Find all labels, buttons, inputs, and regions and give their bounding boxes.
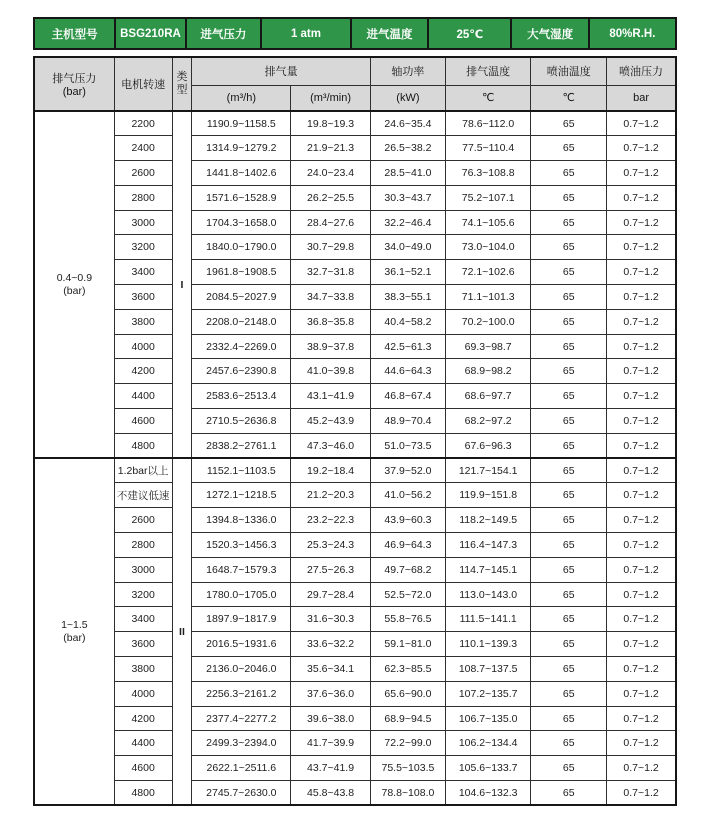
discharge-temp-cell: 121.7~154.1 bbox=[445, 458, 530, 483]
capacity-m3min-cell: 45.8~43.8 bbox=[291, 781, 371, 806]
oil-temp-cell: 65 bbox=[531, 309, 607, 334]
oil-temp-cell: 65 bbox=[531, 235, 607, 260]
discharge-temp-cell: 75.2~107.1 bbox=[445, 185, 530, 210]
intake-temp-label: 进气温度 bbox=[352, 19, 429, 48]
capacity-m3min-cell: 34.7~33.8 bbox=[291, 285, 371, 310]
capacity-m3min-cell: 33.6~32.2 bbox=[291, 632, 371, 657]
capacity-m3min-cell: 47.3~46.0 bbox=[291, 433, 371, 458]
motor-speed-cell: 3200 bbox=[114, 235, 172, 260]
discharge-temp-cell: 73.0~104.0 bbox=[445, 235, 530, 260]
oil-temp-cell: 65 bbox=[531, 756, 607, 781]
capacity-m3h-cell: 1152.1~1103.5 bbox=[192, 458, 291, 483]
oil-pressure-cell: 0.7~1.2 bbox=[607, 384, 676, 409]
table-row bbox=[34, 161, 676, 186]
capacity-m3h-cell: 1648.7~1579.3 bbox=[192, 557, 291, 582]
motor-speed-cell: 1.2bar以上 bbox=[114, 458, 172, 483]
capacity-m3min-cell: 23.2~22.3 bbox=[291, 508, 371, 533]
oil-temp-cell: 65 bbox=[531, 409, 607, 434]
discharge-temp-cell: 104.6~132.3 bbox=[445, 781, 530, 806]
oil-pressure-cell: 0.7~1.2 bbox=[607, 433, 676, 458]
type-cell: I bbox=[172, 111, 192, 458]
capacity-m3min-cell: 37.6~36.0 bbox=[291, 681, 371, 706]
col-motor-speed: 电机转速 bbox=[114, 57, 172, 111]
oil-pressure-cell: 0.7~1.2 bbox=[607, 359, 676, 384]
motor-speed-cell: 3400 bbox=[114, 260, 172, 285]
shaft-power-cell: 28.5~41.0 bbox=[370, 161, 445, 186]
discharge-temp-cell: 110.1~139.3 bbox=[445, 632, 530, 657]
oil-temp-cell: 65 bbox=[531, 185, 607, 210]
oil-temp-cell: 65 bbox=[531, 334, 607, 359]
oil-temp-cell: 65 bbox=[531, 285, 607, 310]
table-row bbox=[34, 607, 676, 632]
oil-temp-cell: 65 bbox=[531, 557, 607, 582]
shaft-power-cell: 34.0~49.0 bbox=[370, 235, 445, 260]
oil-pressure-cell: 0.7~1.2 bbox=[607, 235, 676, 260]
oil-pressure-cell: 0.7~1.2 bbox=[607, 483, 676, 508]
table-row bbox=[34, 533, 676, 558]
oil-temp-cell: 65 bbox=[531, 260, 607, 285]
oil-pressure-cell: 0.7~1.2 bbox=[607, 706, 676, 731]
humidity-value: 80%R.H. bbox=[609, 27, 656, 40]
capacity-m3h-cell: 1520.3~1456.3 bbox=[192, 533, 291, 558]
discharge-temp-cell: 70.2~100.0 bbox=[445, 309, 530, 334]
table-row bbox=[34, 111, 676, 136]
capacity-m3h-cell: 1314.9~1279.2 bbox=[192, 136, 291, 161]
discharge-temp-cell: 118.2~149.5 bbox=[445, 508, 530, 533]
oil-pressure-cell: 0.7~1.2 bbox=[607, 260, 676, 285]
motor-speed-cell: 3000 bbox=[114, 557, 172, 582]
col-capacity-unit-min: (m³/min) bbox=[291, 85, 371, 111]
motor-speed-cell: 4200 bbox=[114, 359, 172, 384]
shaft-power-cell: 40.4~58.2 bbox=[370, 309, 445, 334]
discharge-temp-cell: 67.6~96.3 bbox=[445, 433, 530, 458]
table-row bbox=[34, 359, 676, 384]
capacity-m3h-cell: 1441.8~1402.6 bbox=[192, 161, 291, 186]
motor-speed-cell: 4800 bbox=[114, 781, 172, 806]
table-row bbox=[34, 185, 676, 210]
shaft-power-cell: 30.3~43.7 bbox=[370, 185, 445, 210]
capacity-m3h-cell: 1272.1~1218.5 bbox=[192, 483, 291, 508]
type-cell: II bbox=[172, 458, 192, 805]
capacity-m3min-cell: 38.9~37.8 bbox=[291, 334, 371, 359]
motor-speed-cell: 2600 bbox=[114, 508, 172, 533]
discharge-temp-cell: 111.5~141.1 bbox=[445, 607, 530, 632]
capacity-m3h-cell: 1571.6~1528.9 bbox=[192, 185, 291, 210]
capacity-m3min-cell: 43.1~41.9 bbox=[291, 384, 371, 409]
table-row bbox=[34, 731, 676, 756]
spec-header-row bbox=[33, 17, 677, 50]
col-oil-temp: 喷油温度 bbox=[531, 57, 607, 85]
shaft-power-cell: 37.9~52.0 bbox=[370, 458, 445, 483]
table-row bbox=[34, 483, 676, 508]
discharge-temp-cell: 107.2~135.7 bbox=[445, 681, 530, 706]
motor-speed-cell: 3200 bbox=[114, 582, 172, 607]
oil-pressure-cell: 0.7~1.2 bbox=[607, 731, 676, 756]
capacity-m3h-cell: 1394.8~1336.0 bbox=[192, 508, 291, 533]
capacity-m3min-cell: 26.2~25.5 bbox=[291, 185, 371, 210]
col-discharge-pressure-unit: (bar) bbox=[62, 86, 86, 98]
oil-temp-cell: 65 bbox=[531, 533, 607, 558]
table-row bbox=[34, 756, 676, 781]
host-model-value: BSG210RA bbox=[116, 19, 186, 48]
oil-temp-cell: 65 bbox=[531, 210, 607, 235]
oil-temp-cell: 65 bbox=[531, 161, 607, 186]
shaft-power-cell: 68.9~94.5 bbox=[370, 706, 445, 731]
table-row bbox=[34, 285, 676, 310]
capacity-m3h-cell: 2377.4~2277.2 bbox=[192, 706, 291, 731]
motor-speed-cell: 4000 bbox=[114, 681, 172, 706]
table-row bbox=[34, 235, 676, 260]
discharge-temp-cell: 68.6~97.7 bbox=[445, 384, 530, 409]
table-row bbox=[34, 136, 676, 161]
shaft-power-cell: 72.2~99.0 bbox=[370, 731, 445, 756]
discharge-temp-cell: 77.5~110.4 bbox=[445, 136, 530, 161]
table-row bbox=[34, 210, 676, 235]
oil-pressure-cell: 0.7~1.2 bbox=[607, 582, 676, 607]
capacity-m3h-cell: 2256.3~2161.2 bbox=[192, 681, 291, 706]
shaft-power-cell: 49.7~68.2 bbox=[370, 557, 445, 582]
motor-speed-cell: 4200 bbox=[114, 706, 172, 731]
capacity-m3h-cell: 1840.0~1790.0 bbox=[192, 235, 291, 260]
col-discharge-pressure bbox=[34, 57, 114, 111]
capacity-m3min-cell: 19.8~19.3 bbox=[291, 111, 371, 136]
shaft-power-cell: 78.8~108.0 bbox=[370, 781, 445, 806]
motor-speed-cell: 4400 bbox=[114, 731, 172, 756]
table-row bbox=[34, 260, 676, 285]
capacity-m3h-cell: 2838.2~2761.1 bbox=[192, 433, 291, 458]
col-oil-pressure-unit: bar bbox=[607, 85, 676, 111]
shaft-power-cell: 38.3~55.1 bbox=[370, 285, 445, 310]
capacity-m3min-cell: 28.4~27.6 bbox=[291, 210, 371, 235]
motor-speed-cell: 3000 bbox=[114, 210, 172, 235]
capacity-m3h-cell: 2016.5~1931.6 bbox=[192, 632, 291, 657]
shaft-power-cell: 42.5~61.3 bbox=[370, 334, 445, 359]
discharge-temp-cell: 72.1~102.6 bbox=[445, 260, 530, 285]
pressure-range-cell: 1~1.5 (bar) bbox=[34, 458, 114, 805]
shaft-power-cell: 32.2~46.4 bbox=[370, 210, 445, 235]
capacity-m3min-cell: 24.0~23.4 bbox=[291, 161, 371, 186]
shaft-power-cell: 62.3~85.5 bbox=[370, 657, 445, 682]
intake-pressure-label: 进气压力 bbox=[187, 19, 263, 48]
humidity-label: 大气湿度 bbox=[512, 19, 589, 48]
motor-speed-cell: 2200 bbox=[114, 111, 172, 136]
discharge-temp-cell: 71.1~101.3 bbox=[445, 285, 530, 310]
capacity-m3h-cell: 1897.9~1817.9 bbox=[192, 607, 291, 632]
table-row bbox=[34, 433, 676, 458]
oil-temp-cell: 65 bbox=[531, 111, 607, 136]
discharge-temp-cell: 106.2~134.4 bbox=[445, 731, 530, 756]
pressure-range-cell: 0.4~0.9 (bar) bbox=[34, 111, 114, 458]
shaft-power-cell: 36.1~52.1 bbox=[370, 260, 445, 285]
capacity-m3min-cell: 39.6~38.0 bbox=[291, 706, 371, 731]
oil-temp-cell: 65 bbox=[531, 384, 607, 409]
discharge-temp-cell: 106.7~135.0 bbox=[445, 706, 530, 731]
table-row bbox=[34, 681, 676, 706]
table-row bbox=[34, 334, 676, 359]
shaft-power-cell: 26.5~38.2 bbox=[370, 136, 445, 161]
oil-pressure-cell: 0.7~1.2 bbox=[607, 185, 676, 210]
discharge-temp-cell: 105.6~133.7 bbox=[445, 756, 530, 781]
motor-speed-cell: 3600 bbox=[114, 285, 172, 310]
discharge-temp-cell: 76.3~108.8 bbox=[445, 161, 530, 186]
shaft-power-cell: 46.8~67.4 bbox=[370, 384, 445, 409]
oil-pressure-cell: 0.7~1.2 bbox=[607, 136, 676, 161]
capacity-m3min-cell: 25.3~24.3 bbox=[291, 533, 371, 558]
capacity-m3h-cell: 2457.6~2390.8 bbox=[192, 359, 291, 384]
motor-speed-cell: 2400 bbox=[114, 136, 172, 161]
motor-speed-cell: 4000 bbox=[114, 334, 172, 359]
capacity-m3min-cell: 45.2~43.9 bbox=[291, 409, 371, 434]
motor-speed-cell: 3400 bbox=[114, 607, 172, 632]
oil-temp-cell: 65 bbox=[531, 781, 607, 806]
motor-speed-cell: 2800 bbox=[114, 533, 172, 558]
oil-pressure-cell: 0.7~1.2 bbox=[607, 607, 676, 632]
capacity-m3h-cell: 2622.1~2511.6 bbox=[192, 756, 291, 781]
motor-speed-cell: 2600 bbox=[114, 161, 172, 186]
oil-pressure-cell: 0.7~1.2 bbox=[607, 557, 676, 582]
oil-temp-cell: 65 bbox=[531, 582, 607, 607]
table-row bbox=[34, 632, 676, 657]
table-row bbox=[34, 458, 676, 483]
discharge-temp-cell: 78.6~112.0 bbox=[445, 111, 530, 136]
shaft-power-cell: 46.9~64.3 bbox=[370, 533, 445, 558]
col-discharge-temp: 排气温度 bbox=[445, 57, 530, 85]
oil-pressure-cell: 0.7~1.2 bbox=[607, 210, 676, 235]
table-row bbox=[34, 657, 676, 682]
oil-temp-cell: 65 bbox=[531, 731, 607, 756]
motor-speed-cell: 4600 bbox=[114, 409, 172, 434]
intake-temp-value: 25℃ bbox=[429, 19, 512, 48]
discharge-temp-cell: 68.9~98.2 bbox=[445, 359, 530, 384]
col-oil-temp-unit: ℃ bbox=[531, 85, 607, 111]
capacity-m3min-cell: 21.9~21.3 bbox=[291, 136, 371, 161]
oil-temp-cell: 65 bbox=[531, 433, 607, 458]
discharge-temp-cell: 74.1~105.6 bbox=[445, 210, 530, 235]
col-oil-pressure: 喷油压力 bbox=[607, 57, 676, 85]
table-header bbox=[34, 57, 676, 111]
capacity-m3h-cell: 2745.7~2630.0 bbox=[192, 781, 291, 806]
oil-pressure-cell: 0.7~1.2 bbox=[607, 632, 676, 657]
col-discharge-temp-unit: ℃ bbox=[445, 85, 530, 111]
table-row bbox=[34, 781, 676, 806]
table-row bbox=[34, 508, 676, 533]
oil-temp-cell: 65 bbox=[531, 136, 607, 161]
motor-speed-cell: 不建议低速 bbox=[114, 483, 172, 508]
capacity-m3h-cell: 2583.6~2513.4 bbox=[192, 384, 291, 409]
discharge-temp-cell: 68.2~97.2 bbox=[445, 409, 530, 434]
oil-temp-cell: 65 bbox=[531, 632, 607, 657]
oil-pressure-cell: 0.7~1.2 bbox=[607, 781, 676, 806]
shaft-power-cell: 43.9~60.3 bbox=[370, 508, 445, 533]
capacity-m3min-cell: 41.7~39.9 bbox=[291, 731, 371, 756]
discharge-temp-cell: 114.7~145.1 bbox=[445, 557, 530, 582]
capacity-m3min-cell: 41.0~39.8 bbox=[291, 359, 371, 384]
capacity-m3h-cell: 2499.3~2394.0 bbox=[192, 731, 291, 756]
oil-temp-cell: 65 bbox=[531, 359, 607, 384]
discharge-temp-cell: 113.0~143.0 bbox=[445, 582, 530, 607]
motor-speed-cell: 4600 bbox=[114, 756, 172, 781]
motor-speed-cell: 3800 bbox=[114, 309, 172, 334]
capacity-m3min-cell: 43.7~41.9 bbox=[291, 756, 371, 781]
col-capacity-unit-h: (m³/h) bbox=[192, 85, 291, 111]
capacity-m3h-cell: 2332.4~2269.0 bbox=[192, 334, 291, 359]
oil-pressure-cell: 0.7~1.2 bbox=[607, 756, 676, 781]
col-shaft-power: 轴功率 bbox=[370, 57, 445, 85]
oil-temp-cell: 65 bbox=[531, 681, 607, 706]
motor-speed-cell: 3800 bbox=[114, 657, 172, 682]
motor-speed-cell: 3600 bbox=[114, 632, 172, 657]
discharge-temp-cell: 108.7~137.5 bbox=[445, 657, 530, 682]
col-type: 类型 bbox=[172, 57, 192, 111]
shaft-power-cell: 44.6~64.3 bbox=[370, 359, 445, 384]
oil-pressure-cell: 0.7~1.2 bbox=[607, 508, 676, 533]
shaft-power-cell: 51.0~73.5 bbox=[370, 433, 445, 458]
discharge-temp-cell: 116.4~147.3 bbox=[445, 533, 530, 558]
host-model-label: 主机型号 bbox=[35, 19, 116, 48]
col-capacity: 排气量 bbox=[192, 57, 370, 85]
capacity-m3min-cell: 36.8~35.8 bbox=[291, 309, 371, 334]
table-row bbox=[34, 582, 676, 607]
oil-pressure-cell: 0.7~1.2 bbox=[607, 285, 676, 310]
oil-pressure-cell: 0.7~1.2 bbox=[607, 309, 676, 334]
capacity-m3h-cell: 1704.3~1658.0 bbox=[192, 210, 291, 235]
motor-speed-cell: 2800 bbox=[114, 185, 172, 210]
shaft-power-cell: 41.0~56.2 bbox=[370, 483, 445, 508]
capacity-m3h-cell: 1961.8~1908.5 bbox=[192, 260, 291, 285]
capacity-m3min-cell: 32.7~31.8 bbox=[291, 260, 371, 285]
table-row bbox=[34, 409, 676, 434]
capacity-m3h-cell: 2084.5~2027.9 bbox=[192, 285, 291, 310]
shaft-power-cell: 55.8~76.5 bbox=[370, 607, 445, 632]
capacity-m3min-cell: 30.7~29.8 bbox=[291, 235, 371, 260]
shaft-power-cell: 59.1~81.0 bbox=[370, 632, 445, 657]
oil-pressure-cell: 0.7~1.2 bbox=[607, 657, 676, 682]
table-body bbox=[34, 111, 676, 805]
intake-pressure-value: 1 atm bbox=[262, 19, 352, 48]
oil-temp-cell: 65 bbox=[531, 458, 607, 483]
oil-pressure-cell: 0.7~1.2 bbox=[607, 533, 676, 558]
capacity-m3min-cell: 19.2~18.4 bbox=[291, 458, 371, 483]
shaft-power-cell: 48.9~70.4 bbox=[370, 409, 445, 434]
oil-temp-cell: 65 bbox=[531, 607, 607, 632]
oil-pressure-cell: 0.7~1.2 bbox=[607, 161, 676, 186]
shaft-power-cell: 65.6~90.0 bbox=[370, 681, 445, 706]
oil-pressure-cell: 0.7~1.2 bbox=[607, 681, 676, 706]
capacity-m3min-cell: 31.6~30.3 bbox=[291, 607, 371, 632]
motor-speed-cell: 4800 bbox=[114, 433, 172, 458]
discharge-temp-cell: 69.3~98.7 bbox=[445, 334, 530, 359]
shaft-power-cell: 24.6~35.4 bbox=[370, 111, 445, 136]
capacity-m3h-cell: 1190.9~1158.5 bbox=[192, 111, 291, 136]
table-row bbox=[34, 384, 676, 409]
oil-pressure-cell: 0.7~1.2 bbox=[607, 409, 676, 434]
shaft-power-cell: 52.5~72.0 bbox=[370, 582, 445, 607]
capacity-m3h-cell: 2710.5~2636.8 bbox=[192, 409, 291, 434]
spec-table-wrap bbox=[33, 17, 677, 806]
shaft-power-cell: 75.5~103.5 bbox=[370, 756, 445, 781]
oil-temp-cell: 65 bbox=[531, 657, 607, 682]
oil-temp-cell: 65 bbox=[531, 706, 607, 731]
oil-pressure-cell: 0.7~1.2 bbox=[607, 458, 676, 483]
capacity-m3min-cell: 29.7~28.4 bbox=[291, 582, 371, 607]
capacity-m3min-cell: 21.2~20.3 bbox=[291, 483, 371, 508]
capacity-m3min-cell: 27.5~26.3 bbox=[291, 557, 371, 582]
table-row bbox=[34, 309, 676, 334]
motor-speed-cell: 4400 bbox=[114, 384, 172, 409]
oil-temp-cell: 65 bbox=[531, 483, 607, 508]
capacity-m3h-cell: 2136.0~2046.0 bbox=[192, 657, 291, 682]
col-shaft-power-unit: (kW) bbox=[370, 85, 445, 111]
oil-pressure-cell: 0.7~1.2 bbox=[607, 334, 676, 359]
table-row bbox=[34, 557, 676, 582]
discharge-temp-cell: 119.9~151.8 bbox=[445, 483, 530, 508]
capacity-m3h-cell: 2208.0~2148.0 bbox=[192, 309, 291, 334]
capacity-m3h-cell: 1780.0~1705.0 bbox=[192, 582, 291, 607]
col-discharge-pressure-label: 排气压力 bbox=[52, 73, 97, 85]
oil-pressure-cell: 0.7~1.2 bbox=[607, 111, 676, 136]
capacity-m3min-cell: 35.6~34.1 bbox=[291, 657, 371, 682]
oil-temp-cell: 65 bbox=[531, 508, 607, 533]
performance-table bbox=[33, 56, 677, 806]
table-row bbox=[34, 706, 676, 731]
